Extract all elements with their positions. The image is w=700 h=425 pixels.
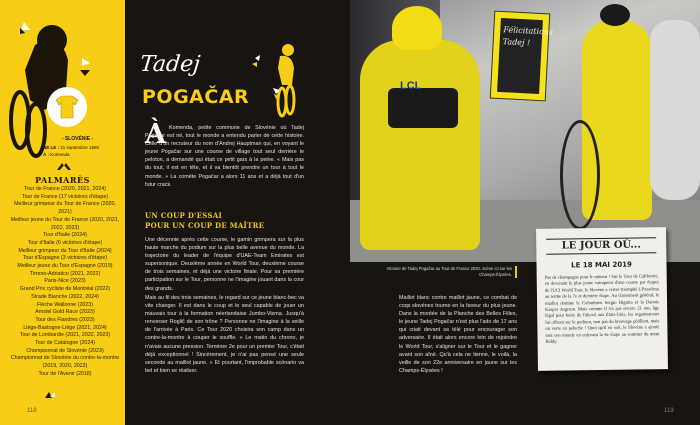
palmares-item: Paris-Nice (2023) <box>44 278 86 285</box>
box-text: Pas de champagne pour le mineur ! Sur le Tour de Californie, en devenant le plus jeune vainqueur d'une course par étapes de l'UCI World Tour, le Slovène a certes triomphé à Pasadena au terme de la 7e et dernière étape. Au classement général, le maillot domine le Colombien Sergio Higuita et le Danois Kasper Asgreen. Mais comme il n'a pas encore 21 ans, âge légal pour boire de l'alcool aux États-Unis, les organisateurs lui offrent sur le podium, non pas du breuvage pétillant, mais un verre en peluche ! Quoi qu'il en soit, le Slovène a ajouté tout son monde en enlevant la 6e étape au sommet du mont Baldy. <box>544 273 660 344</box>
paragraph-1: Une décennie après cette course, le gamin grimpera sur la plus haute marche du podium sur la plus belle avenue du monde. La trajectoire du leader de l'équipe d'UAE-Team Emirates est supersonique. Deuxième année en World Tour, deuxième course de trois semaines, et déjà une victoire finale. Pour sa première participation sur le Tour, personne ne l'imagine jouant dans la cour des grands. <box>145 237 304 292</box>
page-number-left: 118 <box>27 408 37 414</box>
birth-place: À : Komenda <box>43 152 70 157</box>
palmares-item: Tour de Catalogne (2024) <box>34 340 96 347</box>
palmares-item: Liège-Bastogne-Liège (2021, 2024) <box>23 324 107 331</box>
subheading: UN COUP D'ESSAI POUR UN COUP DE MAÎTRE <box>145 211 265 230</box>
palmares-item: Meilleur grimpeur du Tour de France (2020, 2021) <box>14 201 116 216</box>
palmares-item: Grand Prix cycliste de Montréal (2022) <box>19 286 111 293</box>
le-jour-ou-box <box>536 227 668 371</box>
box-date: LE 18 MAI 2019 <box>571 260 632 270</box>
intro-paragraph: Komenda, petite commune de Slovénie où Tadej Pogačar est né, tout le monde a entendu parler de cette histoire. Celle d'un recruteur du nom d'Andrej Hauptman qui, en voyant le jeune Pogačar sur une course de village tout seul derrière le peloton, a demandé qui était ce petit gars à la peine. « Mais pas du tout, il est en tête, et il va bientôt prendre un tour à tout le monde. » La comète Pogačar a alors 11 ans et a déjà tout d'un futur crack. <box>145 125 304 188</box>
palmares-item: Meilleur grimpeur du Tour d'Italie (2024) <box>18 247 112 254</box>
country: - SLOVÉNIE - <box>61 136 94 142</box>
palmares-item: Tour de l'Avenir (2018) <box>38 370 92 377</box>
title-last-name: POGAČAR <box>142 86 250 108</box>
palmares-item: Tour de Lombardie (2021, 2022, 2023) <box>19 332 111 339</box>
palmares-item: Flèche Wallonne (2023) <box>36 301 94 308</box>
motorbike <box>360 40 480 250</box>
lcl-logo: LCL <box>400 80 422 92</box>
palmares-item: Tour de France (2020, 2021, 2024) <box>24 186 106 192</box>
birth-date: NÉ LE : 21 septembre 1998 <box>43 145 100 150</box>
palmares-item: Championnat de Slovénie (2023) <box>26 347 104 354</box>
drop-cap: À <box>145 119 166 150</box>
palmares-item: Tour de France (17 victoires d'étape) <box>21 193 109 200</box>
palmares-item: Tour d'Espagne (3 victoires d'étape) <box>22 255 108 262</box>
paragraph-3: Maillot blanc contre maillot jaune, ce combat de coqs slovènes tourne en la faveur du plus jeune. Dans la montée de la Planche des Belles Filles, le jeune Tadej Pogačar n'est plus l'ado de 17 ans qui criait devant sa télé pour encourager son adversaire. Il était alors encore loin de rejoindre le World Tour, s'aligner sur le Tour et le gagner avant son aîné. Qu'à cela ne tienne, le voilà, la veille de son 22e anniversaire en jaune sur les Champs-Élysées ! <box>399 295 517 374</box>
palmares-item: Amstel Gold Race (2023) <box>35 309 95 316</box>
box-title: LE JOUR OÙ... <box>561 239 641 252</box>
sign: Félicitations Tadej ! <box>490 11 551 102</box>
palmares-item: Meilleur jeune du Tour d'Espagne (2019) <box>17 263 113 270</box>
page-number-right: 119 <box>664 408 674 414</box>
palmares-item: Meilleur jeune du Tour de France (2020, 2021, 2022, 2023) <box>10 216 120 231</box>
palmares-item: Tour d'Italie (2024) <box>43 232 87 239</box>
palmares-title: PALMARÈS <box>35 175 90 185</box>
palmares-list <box>10 186 120 379</box>
sidebar <box>0 0 125 425</box>
title-first-name: Tadej <box>138 52 202 77</box>
helmet <box>392 6 442 50</box>
palmares-item: Strade Bianche (2022, 2024) <box>31 293 99 300</box>
cyclist-yellow-icon <box>252 40 302 118</box>
checkered-flags-icon <box>56 162 72 171</box>
palmares-item: Championnat de Slovénie du contre-la-montre (2019, 2020, 2023) <box>10 355 120 370</box>
paragraph-2: Mais au fil des trois semaines, le regard sur ce jeune blanc-bec va vite changer. Il est dans le coup et le seul capable de jouer un mauvais tour à la formation néerlandaise Jumbo-Visma. Jusqu'à renverser Roglič de son trône ? Personne ne l'imagine à la veille de l'arrivée à Paris. Ce Tour 2020 choisira son camp dans un contre-la-montre à couper le souffle. « Le matin du chrono, je n'avais aucune pression. Terminer 2e pour un premier Tour, c'était déjà exceptionnel ! Sincèrement, je n'ai pas pensé une seule seconde au maillot jaune. » Et pourtant, l'improbable scénario va bel et bien se réaliser. <box>145 295 304 374</box>
palmares-item: Tirreno-Adriatico (2021, 2022) <box>29 270 101 277</box>
race-photo <box>350 0 700 262</box>
caption-bar <box>515 266 517 278</box>
triangle-decor-icon <box>45 391 57 399</box>
photo-caption: Victoire de Tadej Pogačar au Tour de France 2020, scène ici sur les Champs-Élysées. <box>386 266 512 277</box>
palmares-item: Tour des Flandres (2023) <box>35 316 95 323</box>
palmares-item: Tour d'Italie (6 victoires d'étape) <box>27 239 103 246</box>
